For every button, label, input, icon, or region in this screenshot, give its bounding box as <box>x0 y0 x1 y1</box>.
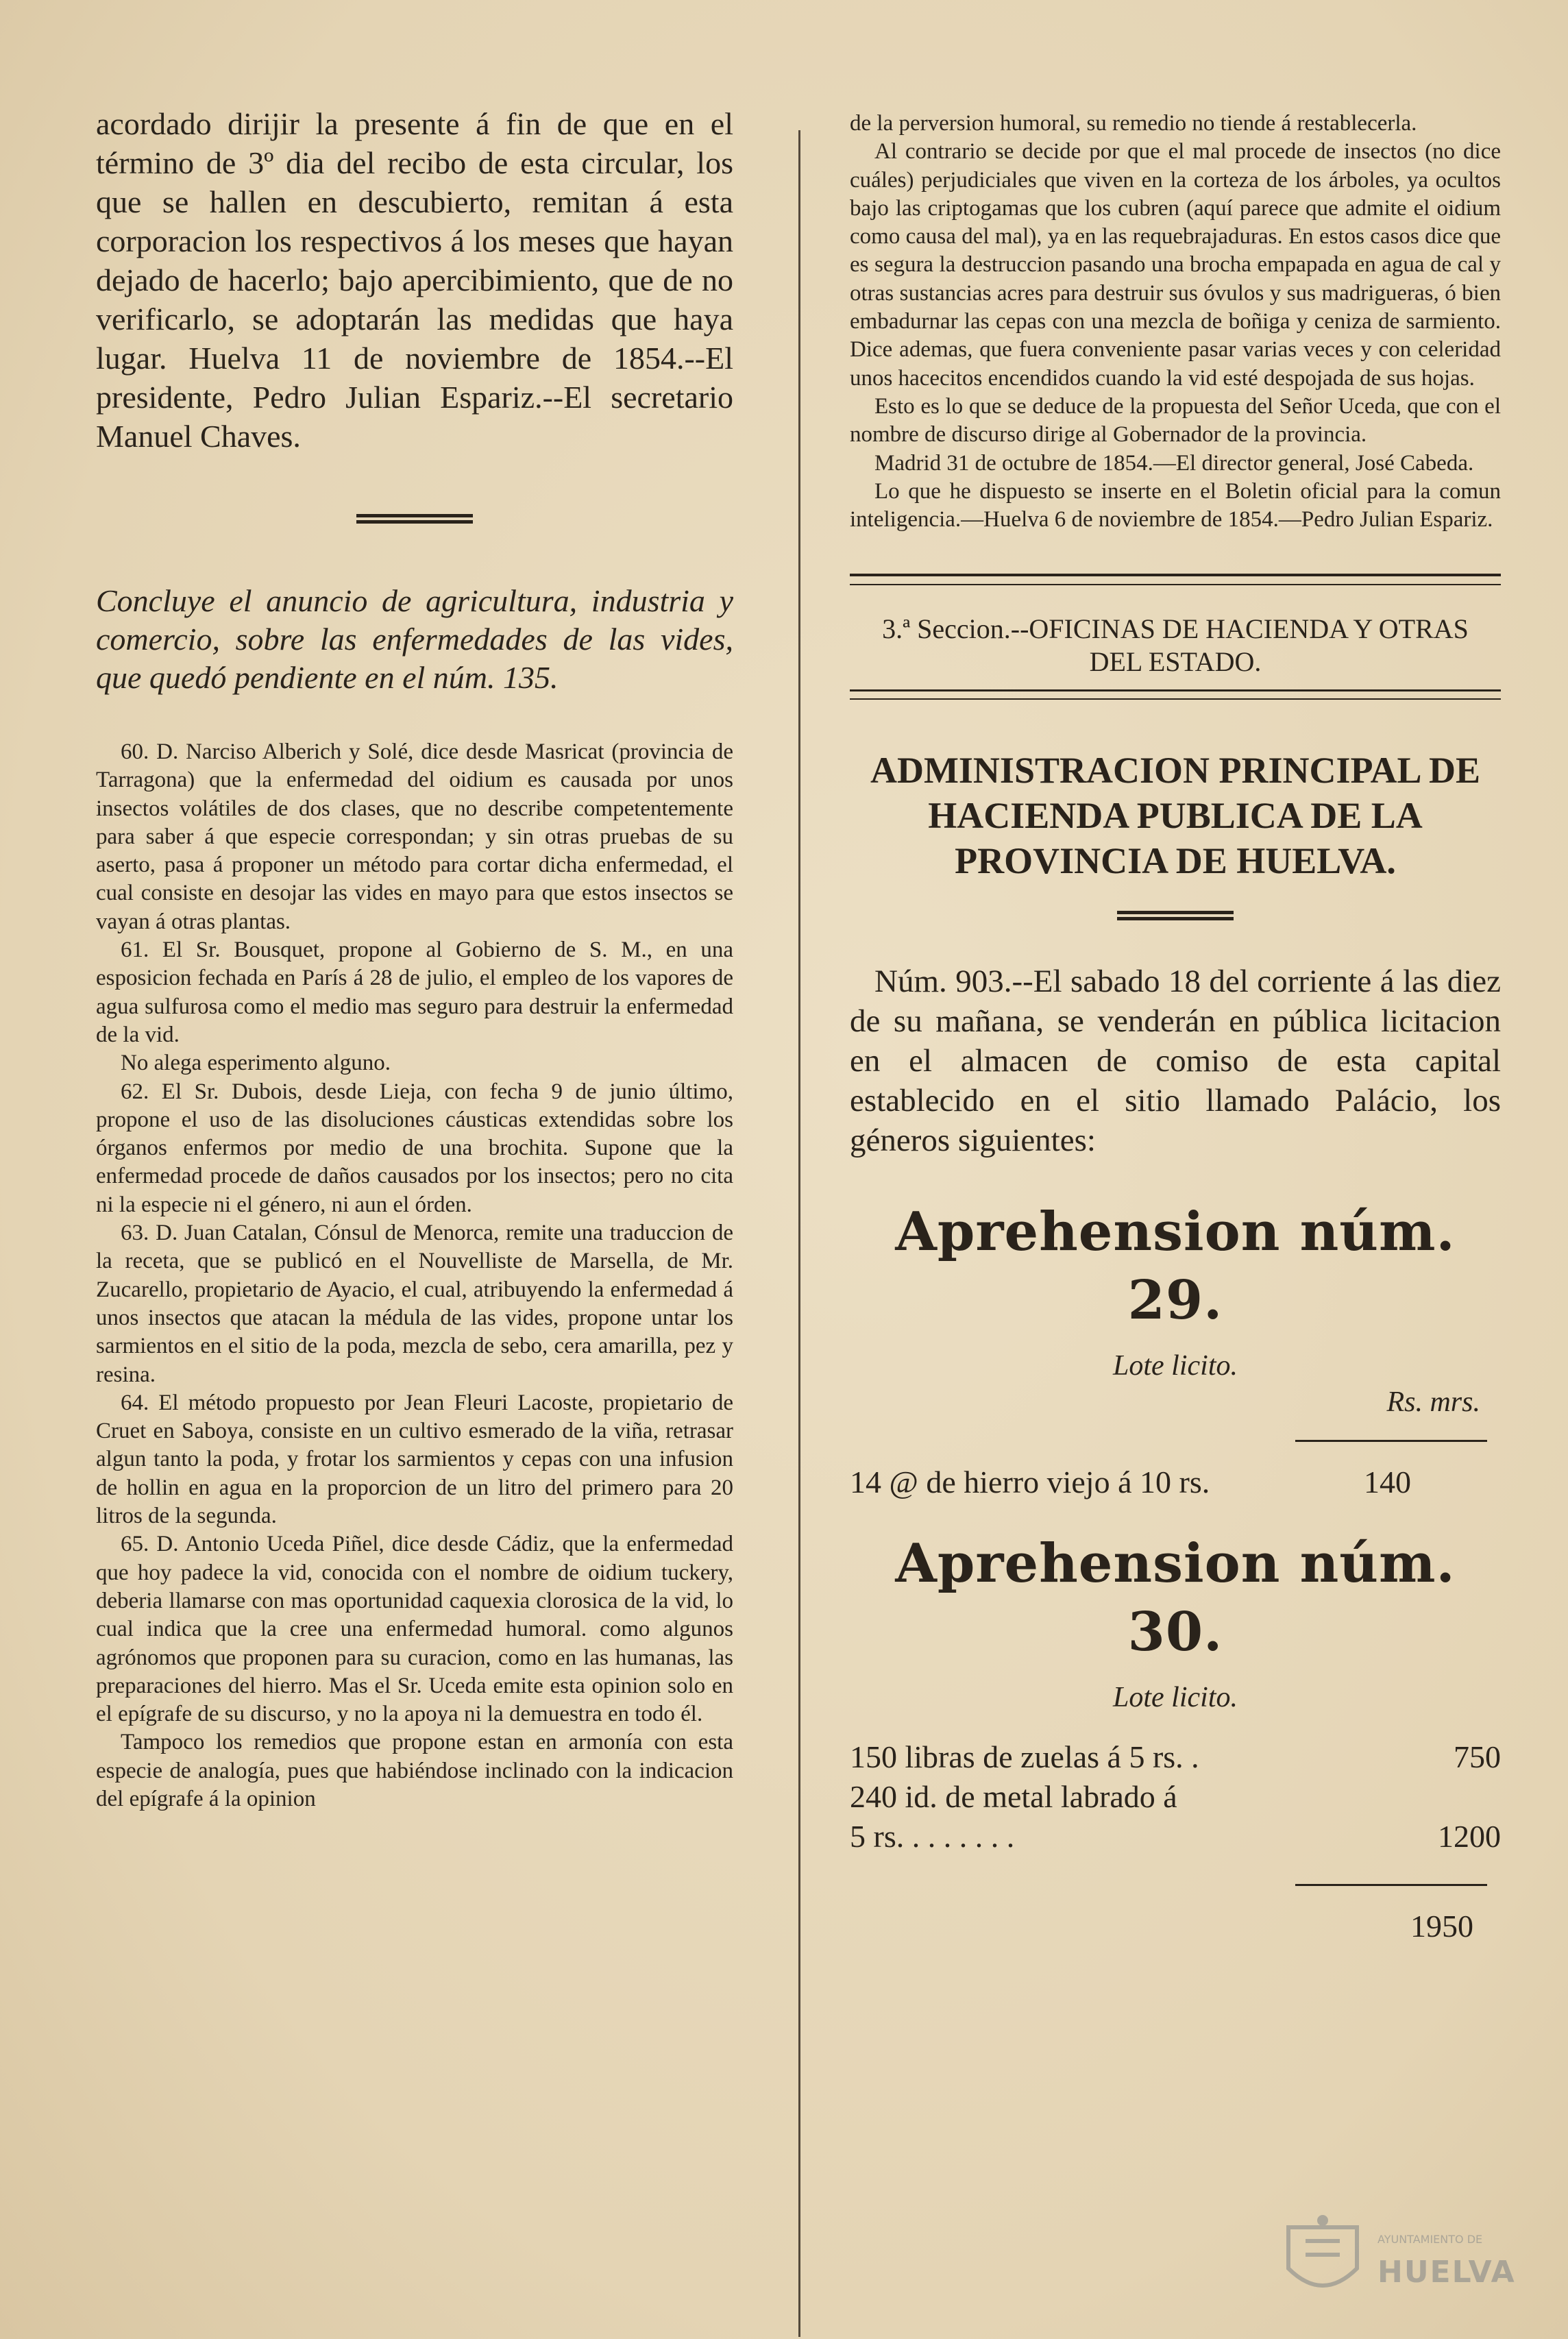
paragraph-61: 61. El Sr. Bousquet, propone al Gobierno de S. M., en una esposicion fechada en París á 28 de julio, el empleo de los vapores de agua sulfurosa como el medio mas seguro para destruir la enfermedad de la vid. <box>96 938 733 1047</box>
admin-title: ADMINISTRACION PRINCIPAL DE HACIENDA PUBLICA DE LA PROVINCIA DE HUELVA. <box>870 750 1481 882</box>
paragraph-62: 62. El Sr. Dubois, desde Lieja, con fecha 9 de junio último, propone el uso de las disoluciones cáusticas extendidas sobre los órganos enfermos por medio de una brochita. Supone que la enfermedad procede de daños causados por los insectos; pero no cita ni la especie ni el género, ni aun el órden. <box>96 1079 733 1217</box>
lote-licito-30: Lote licito. <box>1113 1682 1238 1714</box>
boletin-paragraph: Lo que he dispuesto se inserte en el Boletin oficial para la comun inteligencia.—Huelva 6 de noviembre de 1854.—Pedro Julian Espariz. <box>850 478 1501 532</box>
item-row-metal-price <box>850 1817 1501 1857</box>
paragraph-60: 60. D. Narciso Alberich y Solé, dice desde Masricat (provincia de Tarragona) que la enfermedad del oidium es causada por unos insectos volátiles de dos clases, que no describe competentemente para saber á que especie correspondan; y sin otras pruebas de su aserto, pasa á proponer un método para cortar dicha enfermedad, el cual consiste en desojar las vides en mayo para que estos insectos se vayan á otras plantas. <box>96 739 733 934</box>
section-heading-line2: DEL ESTADO. <box>1089 646 1262 678</box>
paragraph-61-note: No alega esperimento alguno. <box>121 1051 391 1076</box>
paragraph-63: 63. D. Juan Catalan, Cónsul de Menorca, remite una traduccion de la receta, que se publicó en el Nouvelliste de Marsella, de Mr. Zucarello, propietario de Ayacio, el cual, atribuyendo la enfermedad á unos insectos que atacan la médula de las vides, propone untar los sarmientos en el sitio de la poda, mezcla de sebo, cera amarilla, pez y resina. <box>96 1221 733 1387</box>
madrid-signature: Madrid 31 de octubre de 1854.—El director general, José Cabeda. <box>874 450 1474 476</box>
lote-licito-29: Lote licito. <box>1113 1350 1238 1382</box>
item-row-zuelas <box>850 1737 1501 1777</box>
item-row-hierro <box>850 1462 1501 1502</box>
aprehension-30-heading: Aprehension núm. 30. <box>895 1532 1456 1664</box>
section-heading-line1: 3.ª Seccion.--OFICINAS DE HACIENDA Y OTRAS <box>882 613 1469 645</box>
total-rule <box>1295 1884 1487 1886</box>
paragraph-64: 64. El método propuesto por Jean Fleuri Lacoste, propietario de Cruet en Saboya, consiste en un cultivo esmerado de la viña, retrasar algun tanto la poda, y frotar los sarmientos y cepas con una infusion de hollin en agua en la proporcion de un litro del primero para 20 litros de la segunda. <box>96 1390 733 1529</box>
agriculture-heading: Concluye el anuncio de agricultura, industria y comercio, sobre las enfermedades de las vides, que quedó pendiente en el núm. 135. <box>96 583 733 695</box>
paragraph-tampoco: Tampoco los remedios que propone estan en armonía con esta especie de analogía, pues que habiéndose inclinado con la indicacion del epígrafe á la opinion <box>96 1730 733 1811</box>
auction-notice: Núm. 903.--El sabado 18 del corriente á las diez de su mañana, se venderán en pública licitacion en el almacen de comiso de esta capital establecido en el sitio llamado Palácio, los géneros siguientes: <box>850 964 1501 1159</box>
total-amount: 1950 <box>1410 1909 1473 1944</box>
paragraph-65: 65. D. Antonio Uceda Piñel, dice desde Cádiz, que la enfermedad que hoy padece la vid, conocida con el nombre de oidium tuckery, deberia llamarse con mas oportunidad caquexia clorosica de la vid, lo cual indica que la cree una enfermedad humoral. como algunos agrónomos que proponen para su curacion, como en las humanas, las preparaciones del hierro. Mas el Sr. Uceda emite esta opinion solo en el epígrafe de su discurso, y no la apoya ni la demuestra en todo él. <box>96 1532 733 1727</box>
item-metal-price-text: 5 rs. . . . . . . . <box>850 1819 1015 1854</box>
uceda-summary-paragraph: Esto es lo que se deduce de la propuesta del Señor Uceda, que con el nombre de discurso dirige al Gobernador de la provincia. <box>850 393 1501 448</box>
stamp-name: HUELVA <box>1377 2255 1516 2290</box>
left-column <box>96 0 733 1813</box>
continuation-paragraph: de la perversion humoral, su remedio no tiende á restablecerla. <box>850 111 1417 136</box>
stamp-small-text: AYUNTAMIENTO DE <box>1377 2233 1483 2246</box>
section-separator-top <box>850 574 1501 585</box>
item-hierro-text: 14 @ de hierro viejo á 10 rs. <box>850 1465 1210 1500</box>
item-metal-amount: 1200 <box>1438 1819 1501 1854</box>
aprehension-29-heading: Aprehension núm. 29. <box>895 1201 1456 1332</box>
circular-ending-paragraph: acordado dirijir la presente á fin de que en el término de 3º dia del recibo de esta circular, los que se hallen en descubierto, remitan á esta corporacion los respectivos á los meses que hayan dejado de hacerlo; bajo apercibimiento, que de no verificarlo, se adoptarán las medidas que haya lugar. Huelva 11 de noviembre de 1854.--El presidente, Pedro Julian Espariz.--El secretario Manuel Chaves. <box>96 106 733 454</box>
item-hierro-amount: 140 <box>1364 1465 1411 1500</box>
short-separator <box>356 514 473 524</box>
coat-of-arms-icon <box>1282 2214 1364 2303</box>
currency-header: Rs. mrs. <box>1386 1386 1480 1419</box>
archive-stamp <box>1282 2214 1516 2310</box>
item-zuelas-amount: 750 <box>1454 1739 1501 1775</box>
currency-rule <box>1295 1440 1487 1442</box>
insects-paragraph: Al contrario se decide por que el mal procede de insectos (no dice cuáles) perjudiciales que viven en la corteza de los árboles, ya ocultos bajo las criptogamas que los cubren (aquí parece que admite el oidium como causa del mal), ya en las requebrajaduras. En estos casos dice que es segura la destruccion pasando una brocha empapada en agua de cal y otras sustancias acres para destruir sus óvulos y sus madrigueras, ó bien embadurnar las cepas con una mezcla de boñiga y ceniza de sarmiento. Dice ademas, que fuera conveniente pasar varias veces y con celeridad unos hacecitos encendidos cuando la vid esté despojada de sus hojas. <box>850 139 1501 391</box>
section-separator-bottom <box>850 689 1501 700</box>
admin-separator <box>1117 911 1234 920</box>
item-row-metal <box>850 1777 1501 1817</box>
item-zuelas-text: 150 libras de zuelas á 5 rs. . <box>850 1739 1199 1775</box>
column-divider <box>798 130 800 2337</box>
right-column <box>850 0 1501 1946</box>
item-metal-text: 240 id. de metal labrado á <box>850 1779 1177 1815</box>
